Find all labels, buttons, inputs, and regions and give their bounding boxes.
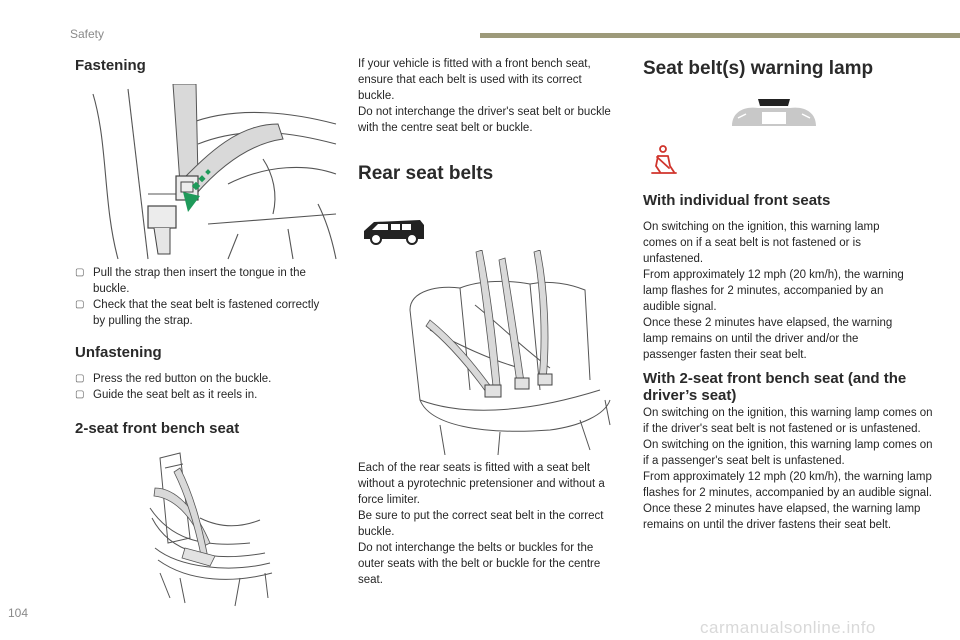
seat-belt-warning-icon (648, 144, 680, 176)
bullet-icon: ▢ (75, 373, 85, 384)
bench-seat-text: If your vehicle is fitted with a front bench seat, ensure that each belt is used with its correct buckle. Do not interchange the driver's seat belt or buckle with the centre seat belt or buckle. (358, 58, 611, 134)
bullet-icon: ▢ (75, 389, 85, 400)
fastening-heading: Fastening (75, 57, 146, 74)
header-accent-bar (480, 33, 960, 38)
unfastening-step-1: ▢ Press the red button on the buckle. (75, 373, 272, 385)
fastening-illustration (88, 84, 338, 260)
watermark: carmanualsonline.info (700, 618, 876, 637)
rear-seat-belts-heading: Rear seat belts (358, 163, 494, 184)
bullet-icon: ▢ (75, 267, 85, 278)
bench-driver-heading: With 2-seat front bench seat (and the driver’s seat) (643, 370, 907, 404)
fastening-step-2: ▢ Check that the seat belt is fastened correctly by pulling the strap. (75, 299, 320, 327)
fastening-step-1: ▢ Pull the strap then insert the tongue in the buckle. (75, 267, 306, 295)
unfastening-steps (75, 371, 330, 403)
bullet-icon: ▢ (75, 299, 85, 310)
warning-lamp-heading: Seat belt(s) warning lamp (643, 58, 874, 79)
instrument-panel-icon (728, 96, 820, 136)
bench-seat-illustration (140, 448, 280, 608)
bench-seat-heading: 2-seat front bench seat (75, 420, 240, 437)
individual-seats-heading: With individual front seats (643, 192, 831, 209)
rear-seat-belts-text: Each of the rear seats is fitted with a seat belt without a pyrotechnic pretensioner and without a force limiter. Be sure to put the correct seat belt in the correct buckle. Do not interchange the belts or buckles for the outer seats with the belt or buckle for the centre seat. (358, 462, 605, 586)
unfastening-step-2: ▢ Guide the seat belt as it reels in. (75, 389, 258, 401)
section-label: Safety (70, 27, 105, 41)
fastening-steps (75, 265, 330, 329)
bench-driver-text: On switching on the ignition, this warning lamp comes on if the driver's seat belt is not fastened or is unfastened. On switching on the ignition, this warning lamp comes on if a passenger's seat belt is unfastened. From approximately 12 mph (20 km/h), the warning lamp flashes for 2 minutes, accompanied by an audible signal. Once these 2 minutes have elapsed, the warning lamp remains on until the driver fastens their seat belt. (643, 407, 933, 531)
page-number: 104 (8, 606, 29, 620)
vehicle-silhouette-icon (362, 215, 426, 245)
rear-seats-illustration (400, 250, 620, 455)
individual-seats-text: On switching on the ignition, this warning lamp comes on if a seat belt is not fastened or is unfastened. From approximately 12 mph (20 km/h), the warning lamp flashes for 2 minutes, accompanied by an audible signal. Once these 2 minutes have elapsed, the warning lamp remains on until the driver and/or the passenger fasten their seat belt. (643, 221, 904, 361)
unfastening-heading: Unfastening (75, 344, 162, 361)
